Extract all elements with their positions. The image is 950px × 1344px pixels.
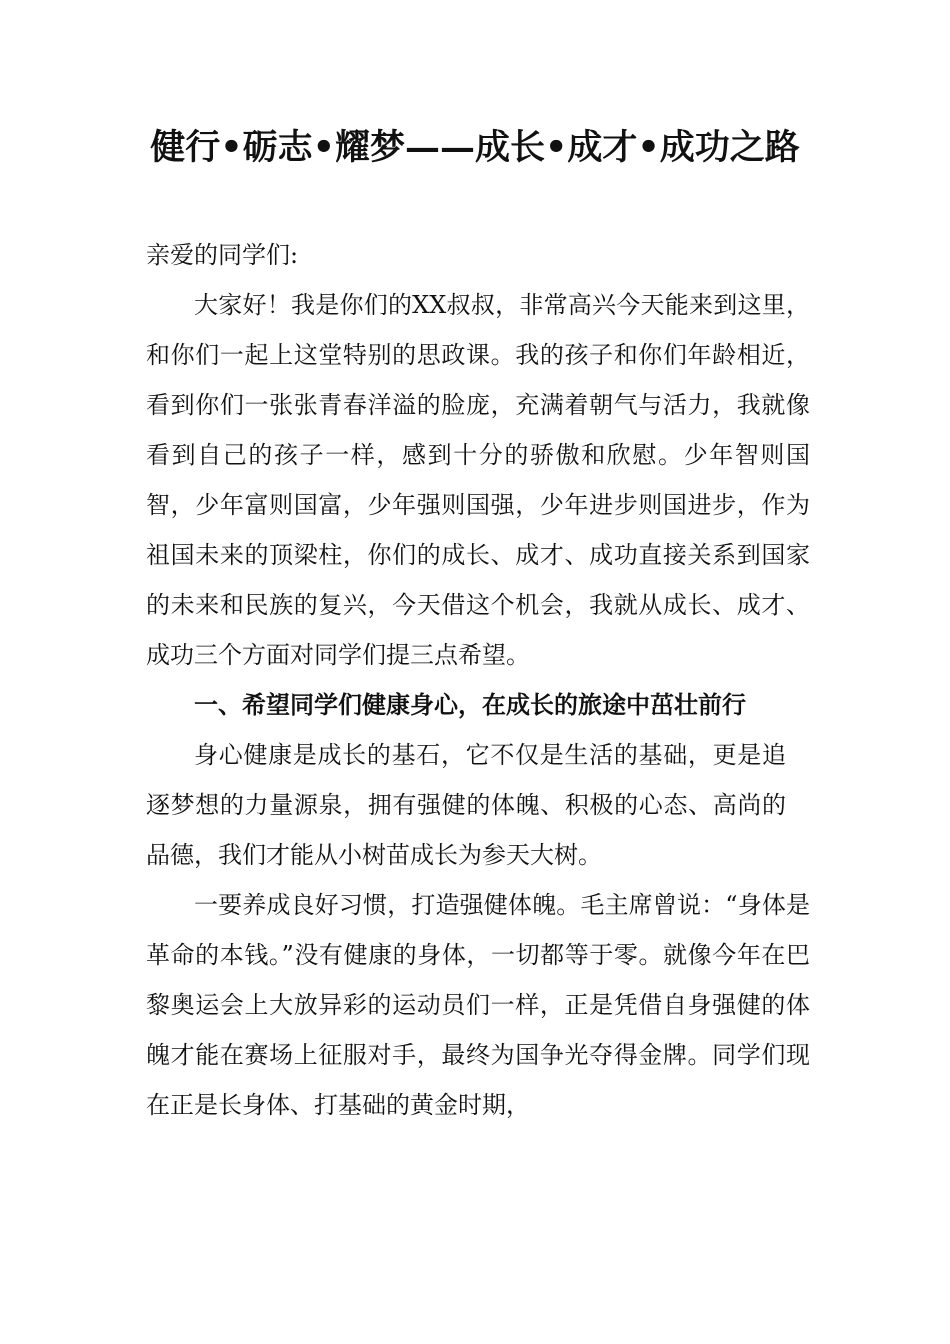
paragraph-section-2: 一要养成良好习惯，打造强健体魄。毛主席曾说：“身体是革命的本钱。”没有健康的身体，一切都等于零。就像今年在巴黎奥运会上大放异彩的运动员们一样，正是凭借自身强健的体魄才能在赛场上征服对手，最终为国争光夺得金牌。同学们现在正是长身体、打基础的黄金时期，: [146, 891, 810, 1119]
paragraph-section-1: 身心健康是成长的基石，它不仅是生活的基础，更是追逐梦想的力量源泉，拥有强健的体魄、积极的心态、高尚的品德，我们才能从小树苗成长为参天大树。: [146, 741, 786, 869]
section-heading: 一、希望同学们健康身心，在成长的旅途中茁壮前行: [194, 691, 746, 719]
paragraph-intro: 大家好！我是你们的XX叔叔，非常高兴今天能来到这里，和你们一起上这堂特别的思政课。我的孩子和你们年龄相近，看到你们一张张青春洋溢的脸庞，充满着朝气与活力，我就像看到自己的孩子一样，感到十分的骄傲和欣慰。少年智则国智，少年富则国富，少年强则国强，少年进步则国进步，作为祖国未来的顶梁柱，你们的成长、成才、成功直接关系到国家的未来和民族的复兴，今天借这个机会，我就从成长、成才、成功三个方面对同学们提三点希望。: [146, 291, 810, 669]
document-title: 健行•砺志•耀梦——成长•成才•成功之路: [150, 127, 800, 168]
document-body: [146, 230, 810, 1130]
salutation: 亲爱的同学们:: [146, 241, 299, 269]
